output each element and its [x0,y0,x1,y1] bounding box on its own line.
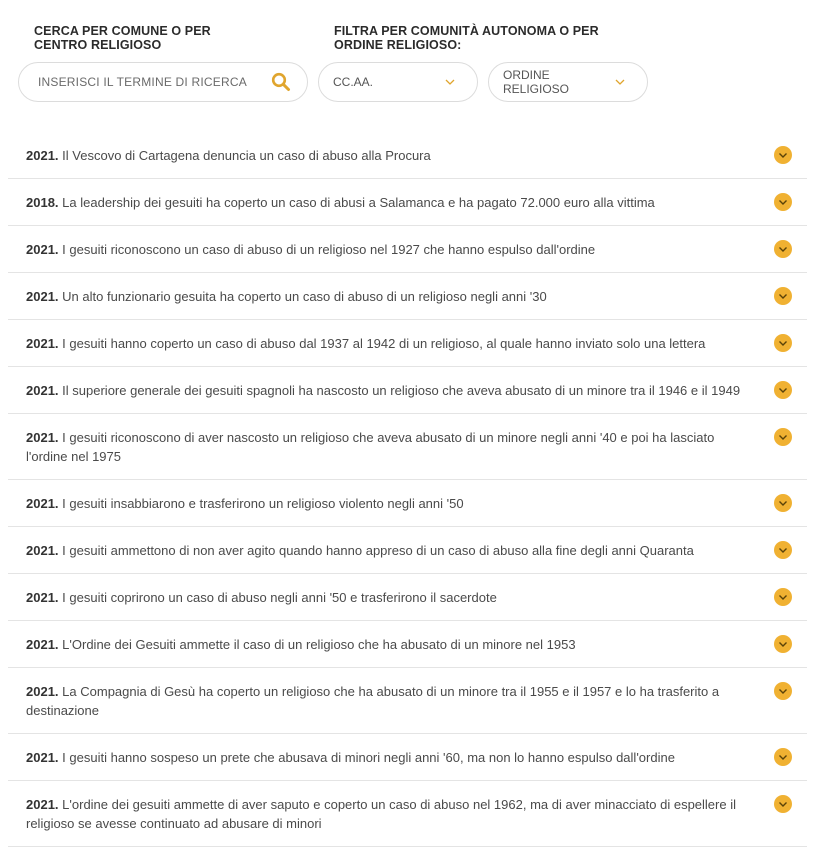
expand-chevron-icon[interactable] [774,240,792,258]
list-item[interactable] [8,574,807,621]
list-item[interactable] [8,527,807,574]
chevron-down-icon [443,77,457,87]
item-title: L'ordine dei gesuiti ammette di aver saputo e coperto un caso di abuso nel 1962, ma di aver minacciato di espellere il religioso se avesse continuato ad abusare di minori [26,797,736,831]
item-year: 2018. [26,195,59,210]
item-year: 2021. [26,383,59,398]
item-year: 2021. [26,430,59,445]
item-title: I gesuiti riconoscono di aver nascosto un religioso che aveva abusato di un minore negli anni '40 e poi ha lasciato l'ordine nel 1975 [26,430,715,464]
item-title: Il Vescovo di Cartagena denuncia un caso di abuso alla Procura [62,148,431,163]
item-title: I gesuiti hanno coperto un caso di abuso dal 1937 al 1942 di un religioso, al quale hanno inviato solo una lettera [62,336,706,351]
item-year: 2021. [26,797,59,812]
search-label: CERCA PER COMUNE O PER CENTRO RELIGIOSO [34,24,211,52]
item-title: I gesuiti ammettono di non aver agito quando hanno appreso di un caso di abuso alla fine degli anni Quaranta [62,543,694,558]
item-year: 2021. [26,637,59,652]
expand-chevron-icon[interactable] [774,588,792,606]
list-item[interactable] [8,414,807,480]
search-icon[interactable] [271,72,291,92]
list-item[interactable] [8,226,807,273]
item-year: 2021. [26,336,59,351]
item-year: 2021. [26,750,59,765]
item-title: I gesuiti insabbiarono e trasferirono un religioso violento negli anni '50 [62,496,464,511]
list-item[interactable] [8,179,807,226]
expand-chevron-icon[interactable] [774,334,792,352]
ccaa-select-value: CC.AA. [333,75,374,89]
filter-label: FILTRA PER COMUNITÀ AUTONOMA O PER ORDINE RELIGIOSO: [334,24,599,52]
item-title: I gesuiti riconoscono un caso di abuso di un religioso nel 1927 che hanno espulso dall'ordine [62,242,596,257]
item-year: 2021. [26,242,59,257]
list-item[interactable] [8,132,807,179]
list-item[interactable] [8,734,807,781]
expand-chevron-icon[interactable] [774,146,792,164]
expand-chevron-icon[interactable] [774,635,792,653]
list-item[interactable] [8,273,807,320]
expand-chevron-icon[interactable] [774,748,792,766]
item-title: Il superiore generale dei gesuiti spagnoli ha nascosto un religioso che aveva abusato di un minore tra il 1946 e il 1949 [62,383,741,398]
item-year: 2021. [26,148,59,163]
expand-chevron-icon[interactable] [774,494,792,512]
item-title: I gesuiti hanno sospeso un prete che abusava di minori negli anni '60, ma non lo hanno espulso dall'ordine [62,750,675,765]
item-year: 2021. [26,684,59,699]
expand-chevron-icon[interactable] [774,541,792,559]
list-item[interactable] [8,480,807,527]
list-item[interactable] [8,367,807,414]
item-title: I gesuiti coprirono un caso di abuso negli anni '50 e trasferirono il sacerdote [62,590,497,605]
ordine-select-value: ORDINE RELIGIOSO [503,68,570,96]
expand-chevron-icon[interactable] [774,428,792,446]
list-item[interactable] [8,621,807,668]
expand-chevron-icon[interactable] [774,795,792,813]
chevron-down-icon [613,77,627,87]
item-title: La leadership dei gesuiti ha coperto un caso di abusi a Salamanca e ha pagato 72.000 euro alla vittima [62,195,655,210]
item-title: L'Ordine dei Gesuiti ammette il caso di un religioso che ha abusato di un minore nel 1953 [62,637,576,652]
case-list [8,132,807,847]
item-year: 2021. [26,496,59,511]
item-title: Un alto funzionario gesuita ha coperto un caso di abuso di un religioso negli anni '30 [62,289,547,304]
expand-chevron-icon[interactable] [774,193,792,211]
ordine-select[interactable] [488,62,648,102]
item-title: La Compagnia di Gesù ha coperto un religioso che ha abusato di un minore tra il 1955 e il 1957 e lo ha trasferito a destinazione [26,684,720,718]
search-input[interactable] [36,74,271,90]
item-year: 2021. [26,590,59,605]
item-year: 2021. [26,543,59,558]
expand-chevron-icon[interactable] [774,381,792,399]
search-box [18,62,308,102]
list-item[interactable] [8,320,807,367]
item-year: 2021. [26,289,59,304]
list-item[interactable] [8,668,807,734]
expand-chevron-icon[interactable] [774,682,792,700]
list-item[interactable] [8,781,807,847]
ccaa-select[interactable] [318,62,478,102]
expand-chevron-icon[interactable] [774,287,792,305]
